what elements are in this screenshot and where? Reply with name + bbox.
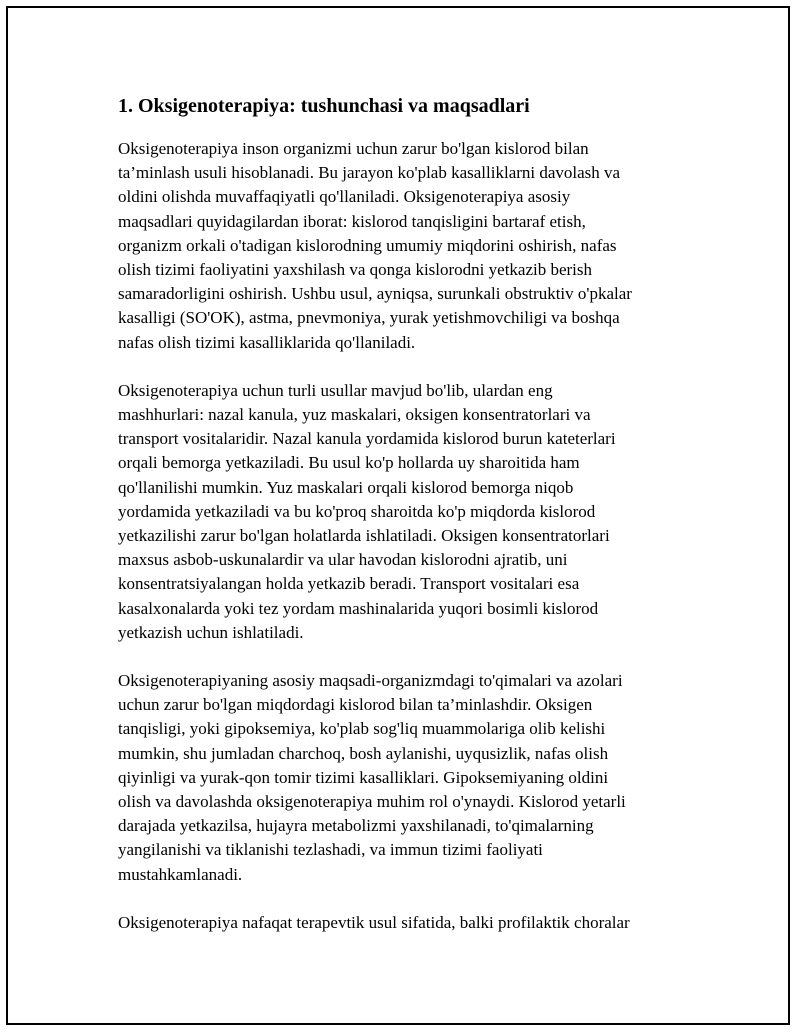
text-line: uchun zarur bo'lgan miqdordagi kislorod bilan ta’minlashdir. Oksigen — [118, 695, 593, 715]
paragraph-2 — [118, 379, 678, 645]
text-line: mumkin, shu jumladan charchoq, bosh aylanishi, uyqusizlik, nafas olish — [118, 743, 609, 763]
text-line: olish tizimi faoliyatini yaxshilash va qonga kislorodni yetkazib berish — [118, 260, 593, 280]
text-line: kasalxonalarda yoki tez yordam mashinalarida yuqori bosimli kislorod — [118, 598, 599, 618]
text-line: darajada yetkazilsa, hujayra metabolizmi yaxshilanadi, to'qimalarning — [118, 816, 594, 836]
text-line: Oksigenoterapiya uchun turli usullar mavjud bo'lib, ulardan eng — [118, 380, 553, 400]
text-line: yetkazish uchun ishlatiladi. — [118, 622, 304, 642]
text-line: yetkazilishi zarur bo'lgan holatlarda ishlatiladi. Oksigen konsentratorlari — [118, 526, 610, 546]
text-line: oldini olishda muvaffaqiyatli qo'llaniladi. Oksigenoterapiya asosiy — [118, 187, 571, 207]
text-line: konsentratsiyalangan holda yetkazib beradi. Transport vositalari esa — [118, 574, 580, 594]
text-line: mustahkamlanadi. — [118, 864, 243, 884]
text-line: Oksigenoterapiya nafaqat terapevtik usul sifatida, balki profilaktik choralar — [118, 912, 630, 932]
paragraph-1 — [118, 137, 678, 355]
text-line: transport vositalaridir. Nazal kanula yordamida kislorod burun kateterlari — [118, 429, 616, 449]
text-line: organizm orkali o'tadigan kislorodning umumiy miqdorini oshirish, nafas — [118, 235, 617, 255]
text-line: samaradorligini oshirish. Ushbu usul, ayniqsa, surunkali obstruktiv o'pkalar — [118, 284, 632, 304]
text-line: yangilanishi va tiklanishi tezlashadi, va immun tizimi faoliyati — [118, 840, 543, 860]
text-line: qiyinligi va yurak-qon tomir tizimi kasalliklari. Gipoksemiyaning oldini — [118, 767, 609, 787]
text-line: tanqisligi, yoki gipoksemiya, ko'plab sog'liq muammolariga olib kelishi — [118, 719, 606, 739]
text-line: yordamida yetkaziladi va bu ko'proq sharoitda ko'p miqdorda kislorod — [118, 501, 596, 521]
section-heading: 1. Oksigenoterapiya: tushunchasi va maqsadlari — [118, 95, 530, 117]
text-line: Oksigenoterapiyaning asosiy maqsadi-organizmdagi to'qimalari va azolari — [118, 671, 623, 691]
text-line: nafas olish tizimi kasalliklarida qo'llaniladi. — [118, 332, 416, 352]
text-line: mashhurlari: nazal kanula, yuz maskalari, oksigen konsentratorlari va — [118, 405, 591, 425]
document-body — [118, 93, 678, 959]
paragraph-4 — [118, 911, 678, 935]
text-line: ta’minlash usuli hisoblanadi. Bu jarayon ko'plab kasalliklarni davolash va — [118, 163, 621, 183]
text-line: maxsus asbob-uskunalardir va ular havodan kislorodni ajratib, uni — [118, 550, 568, 570]
text-line: qo'llanilishi mumkin. Yuz maskalari orqali kislorod bemorga niqob — [118, 477, 574, 497]
text-line: kasalligi (SO'OK), astma, pnevmoniya, yurak yetishmovchiligi va boshqa — [118, 308, 620, 328]
text-line: orqali bemorga yetkaziladi. Bu usul ko'p hollarda uy sharoitida ham — [118, 453, 580, 473]
text-line: olish va davolashda oksigenoterapiya muhim rol o'ynaydi. Kislorod yetarli — [118, 792, 626, 812]
paragraph-3 — [118, 669, 678, 887]
text-line: Oksigenoterapiya inson organizmi uchun zarur bo'lgan kislorod bilan — [118, 139, 589, 158]
text-line: maqsadlari quyidagilardan iborat: kislorod tanqisligini bartaraf etish, — [118, 211, 586, 231]
